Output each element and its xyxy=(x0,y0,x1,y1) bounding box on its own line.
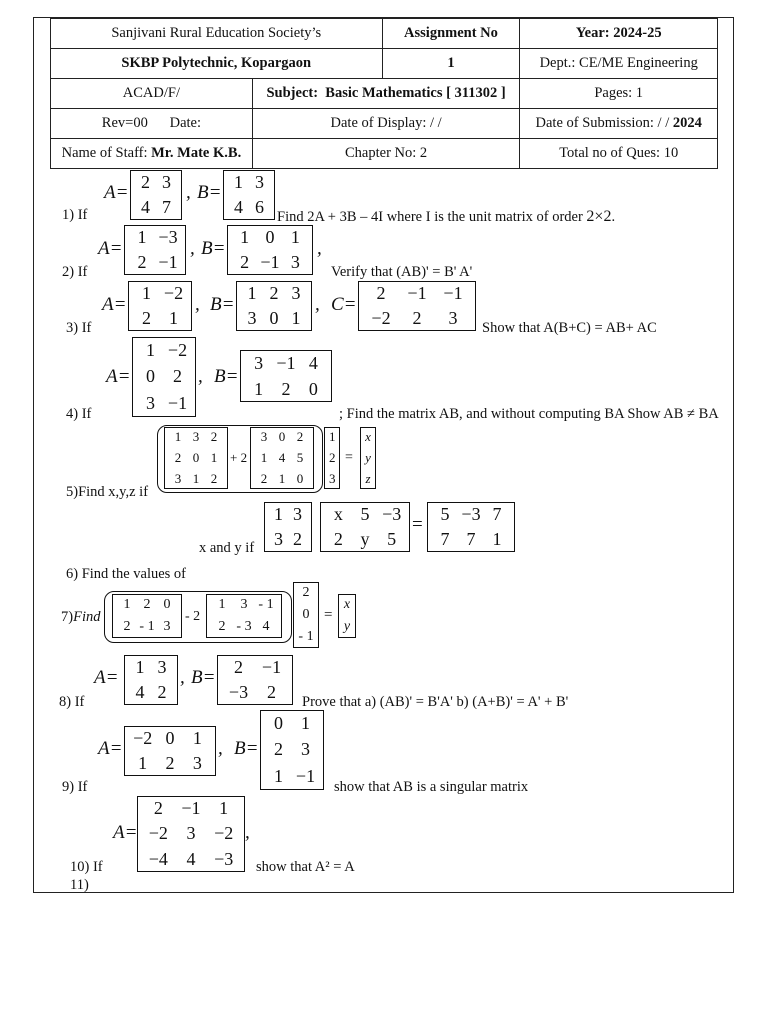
q3-comma-2: , xyxy=(315,294,320,315)
q7-result xyxy=(338,594,356,638)
matrix-cell: 1 xyxy=(290,227,300,247)
matrix-cell: 2 xyxy=(260,470,268,486)
matrix-cell: 5 xyxy=(387,529,397,549)
q5-matrix-2 xyxy=(250,427,314,489)
q3-b-label: B= xyxy=(210,294,235,315)
q7-matrix-2 xyxy=(206,594,282,638)
matrix-cell: 3 xyxy=(192,429,200,445)
matrix-cell: 0 xyxy=(163,597,171,612)
matrix-cell: 1 xyxy=(138,753,148,773)
matrix-cell: 2 xyxy=(165,753,175,773)
matrix-cell: −3 xyxy=(382,504,402,524)
q2-text: Verify that (AB)' = B' A' xyxy=(331,264,473,280)
q2-b-label: B= xyxy=(201,238,226,259)
q5-plus-two: + 2 xyxy=(230,450,248,465)
matrix-cell: 1 xyxy=(135,657,145,677)
matrix-cell: 3 xyxy=(329,470,336,486)
matrix-cell: 1 xyxy=(192,728,202,748)
matrix-cell: 7 xyxy=(466,529,476,549)
matrix-cell: 1 xyxy=(218,597,226,612)
matrix-cell: 4 xyxy=(186,848,196,869)
matrix-cell: 1 xyxy=(278,470,286,486)
q10-number: 10) If xyxy=(70,859,103,875)
matrix-cell: 2 xyxy=(281,378,291,399)
q5-result xyxy=(360,427,376,489)
q1-text: Find 2A + 3B – 4I where I is the unit matrix of order 2×2. xyxy=(277,208,616,225)
matrix-cell: −1 xyxy=(443,283,463,303)
matrix-cell: −1 xyxy=(407,283,427,303)
matrix-cell: 3 xyxy=(192,753,202,773)
year: Year: 2024-25 xyxy=(520,19,718,49)
q5-vector xyxy=(324,427,340,489)
q10-matrix-a xyxy=(137,796,245,872)
matrix-cell: 1 xyxy=(492,529,502,549)
q3-a-label: A= xyxy=(102,294,127,315)
q9-number: 9) If xyxy=(62,779,88,795)
q1-matrix-b xyxy=(223,170,275,220)
matrix-cell: 4 xyxy=(234,197,243,217)
matrix-cell: 4 xyxy=(278,449,286,465)
q3-number: 3) If xyxy=(66,320,92,336)
matrix-cell: 2 xyxy=(333,529,343,549)
total-questions: Total no of Ques: 10 xyxy=(520,139,718,169)
matrix-cell: 1 xyxy=(301,712,310,733)
q3-text: Show that A(B+C) = AB+ AC xyxy=(482,320,657,336)
matrix-cell: 2 xyxy=(302,585,310,600)
matrix-cell: 3 xyxy=(174,470,182,486)
matrix-cell: 2 xyxy=(137,252,147,272)
matrix-cell: 0 xyxy=(296,470,304,486)
matrix-cell: 2 xyxy=(173,366,182,387)
matrix-cell: −1 xyxy=(261,657,282,677)
matrix-cell: 2 xyxy=(123,619,131,634)
q8-a-label: A= xyxy=(94,667,119,688)
q5-number: 5)Find x,y,z if xyxy=(66,484,149,500)
q1-comma: , xyxy=(186,182,191,203)
matrix-cell: 0 xyxy=(308,378,318,399)
q1-matrix-a xyxy=(130,170,182,220)
q2-matrix-b xyxy=(227,225,313,275)
q1-number: 1) If xyxy=(62,207,88,223)
matrix-cell: 3 xyxy=(247,308,257,328)
matrix-cell: 0 xyxy=(265,227,275,247)
matrix-cell: 2 xyxy=(296,429,304,445)
matrix-cell: −3 xyxy=(461,504,481,524)
q5-equals: = xyxy=(345,450,353,465)
matrix-cell: 2 xyxy=(329,449,336,465)
q6-result xyxy=(427,502,515,552)
matrix-cell: 1 xyxy=(137,227,147,247)
q11-number: 11) xyxy=(70,877,89,893)
acad-code: ACAD/F/ xyxy=(51,79,253,109)
q3-c-label: C= xyxy=(331,294,357,315)
q4-comma: , xyxy=(198,366,203,387)
matrix-cell: 2 xyxy=(234,657,243,677)
department: Dept.: CE/ME Engineering xyxy=(520,49,718,79)
matrix-cell: 1 xyxy=(146,339,155,360)
q9-a-label: A= xyxy=(98,738,123,759)
matrix-cell: 3 xyxy=(291,283,301,303)
matrix-cell: 0 xyxy=(274,712,283,733)
matrix-cell: 2 xyxy=(269,283,279,303)
matrix-cell: 0 xyxy=(269,308,279,328)
matrix-cell: 1 xyxy=(192,470,200,486)
q2-comma-2: , xyxy=(317,238,322,259)
q3-comma: , xyxy=(195,294,200,315)
q9-b-label: B= xyxy=(234,738,259,759)
matrix-cell: −2 xyxy=(163,283,184,303)
q6-equals: = xyxy=(412,514,423,535)
q7-number: 7)Find xyxy=(61,609,101,625)
matrix-cell: - 1 xyxy=(139,619,155,634)
assignment-label: Assignment No xyxy=(382,19,520,49)
matrix-cell: −1 xyxy=(295,766,316,787)
matrix-cell: 3 xyxy=(163,619,171,634)
matrix-cell: 1 xyxy=(234,172,243,192)
q2-matrix-a xyxy=(124,225,186,275)
matrix-cell: −3 xyxy=(158,227,178,247)
q8-b-label: B= xyxy=(191,667,216,688)
revision: Rev=00 Date: xyxy=(51,109,253,139)
matrix-cell: 0 xyxy=(146,366,155,387)
matrix-cell: 3 xyxy=(254,352,264,373)
matrix-cell: 2 xyxy=(293,529,302,549)
matrix-cell: y xyxy=(365,449,371,465)
q1-a-label: A= xyxy=(104,182,129,203)
matrix-cell: z xyxy=(365,470,371,486)
matrix-cell: 0 xyxy=(192,449,200,465)
q4-matrix-b xyxy=(240,350,332,402)
matrix-cell: 1 xyxy=(291,308,301,328)
matrix-cell: −3 xyxy=(214,848,234,869)
q9-matrix-a xyxy=(124,726,216,776)
matrix-cell: −1 xyxy=(181,798,201,819)
matrix-cell: 1 xyxy=(274,504,283,524)
matrix-cell: 2 xyxy=(157,682,167,702)
society-name: Sanjivani Rural Education Society’s xyxy=(51,19,383,49)
matrix-cell: 5 xyxy=(360,504,370,524)
matrix-cell: 2 xyxy=(240,252,250,272)
matrix-cell: 1 xyxy=(254,378,264,399)
q4-text: ; Find the matrix AB, and without computing BA Show AB ≠ BA xyxy=(339,406,719,422)
q9-comma: , xyxy=(218,738,223,759)
q5-matrix-1 xyxy=(164,427,228,489)
pages: Pages: 1 xyxy=(520,79,718,109)
q10-comma: , xyxy=(245,822,250,843)
q8-matrix-b xyxy=(217,655,293,705)
q9-text: show that AB is a singular matrix xyxy=(334,779,529,795)
q6-matrix-2 xyxy=(320,502,410,552)
matrix-cell: −4 xyxy=(148,848,168,869)
q4-b-label: B= xyxy=(214,366,239,387)
matrix-cell: 2 xyxy=(143,597,151,612)
matrix-cell: 1 xyxy=(169,308,178,328)
q7-matrix-1 xyxy=(112,594,182,638)
matrix-cell: −1 xyxy=(260,252,280,272)
matrix-cell: 6 xyxy=(255,197,264,217)
matrix-cell: 3 xyxy=(290,252,300,272)
matrix-cell: 0 xyxy=(165,728,175,748)
matrix-cell: −2 xyxy=(167,339,188,360)
q1-b-label: B= xyxy=(197,182,222,203)
matrix-cell: 1 xyxy=(210,449,218,465)
q4-a-label: A= xyxy=(106,366,131,387)
matrix-cell: 3 xyxy=(240,597,248,612)
q7-equals: = xyxy=(324,607,333,623)
matrix-cell: x xyxy=(365,429,371,445)
matrix-cell: 3 xyxy=(301,739,310,760)
matrix-cell: −2 xyxy=(133,728,153,748)
matrix-cell: 3 xyxy=(186,823,196,844)
matrix-cell: 3 xyxy=(255,172,264,192)
institute-name: SKBP Polytechnic, Kopargaon xyxy=(51,49,383,79)
matrix-cell: 2 xyxy=(210,470,218,486)
matrix-cell: - 3 xyxy=(236,619,252,634)
q2-number: 2) If xyxy=(62,264,88,280)
matrix-cell: 2 xyxy=(142,308,151,328)
matrix-cell: 1 xyxy=(329,429,336,445)
matrix-cell: 2 xyxy=(210,429,218,445)
matrix-cell: 5 xyxy=(440,504,450,524)
q7-minus-two: - 2 xyxy=(185,609,201,624)
q6-number: 6) Find the values of xyxy=(66,566,187,582)
matrix-cell: 2 xyxy=(267,682,276,702)
matrix-cell: 2 xyxy=(274,739,283,760)
q6-lead-text: x and y if xyxy=(199,540,255,556)
matrix-cell: 2 xyxy=(174,449,182,465)
header-table xyxy=(50,18,718,169)
matrix-cell: 3 xyxy=(274,529,283,549)
matrix-cell: 0 xyxy=(278,429,286,445)
q8-comma: , xyxy=(180,667,185,688)
matrix-cell: - 1 xyxy=(258,597,274,612)
subject: Subject: Basic Mathematics [ 311302 ] xyxy=(252,79,520,109)
matrix-cell: 0 xyxy=(302,607,310,622)
q2-a-label: A= xyxy=(98,238,123,259)
matrix-cell: 3 xyxy=(293,504,302,524)
matrix-cell: 4 xyxy=(262,619,270,634)
matrix-cell: x xyxy=(333,504,343,524)
q8-text: Prove that a) (AB)' = B'A' b) (A+B)' = A' + B' xyxy=(302,694,569,710)
chapter-number: Chapter No: 2 xyxy=(252,139,520,169)
matrix-cell: −1 xyxy=(167,393,188,414)
matrix-cell: 5 xyxy=(296,449,304,465)
q7-vector xyxy=(293,582,319,648)
q10-text: show that A² = A xyxy=(256,859,355,875)
matrix-cell: - 1 xyxy=(298,629,314,644)
matrix-cell: 1 xyxy=(219,798,229,819)
matrix-cell: 1 xyxy=(240,227,250,247)
matrix-cell: −1 xyxy=(158,252,178,272)
matrix-cell: 2 xyxy=(412,308,422,328)
matrix-cell: −2 xyxy=(148,823,168,844)
matrix-cell: −2 xyxy=(214,823,234,844)
q3-matrix-b xyxy=(236,281,312,331)
matrix-cell: 3 xyxy=(448,308,458,328)
matrix-cell: −1 xyxy=(276,352,296,373)
matrix-cell: 2 xyxy=(141,172,150,192)
matrix-cell: 3 xyxy=(260,429,268,445)
q8-number: 8) If xyxy=(59,694,85,710)
matrix-cell: −2 xyxy=(371,308,391,328)
q4-matrix-a xyxy=(132,337,196,417)
q3-matrix-c xyxy=(358,281,476,331)
q8-matrix-a xyxy=(124,655,178,705)
date-of-display: Date of Display: / / xyxy=(252,109,520,139)
matrix-cell: 2 xyxy=(218,619,226,634)
date-of-submission: Date of Submission: / / 2024 xyxy=(520,109,718,139)
matrix-cell: 4 xyxy=(141,197,150,217)
matrix-cell: 3 xyxy=(157,657,167,677)
matrix-cell: 1 xyxy=(142,283,151,303)
matrix-cell: 3 xyxy=(162,172,171,192)
matrix-cell: 2 xyxy=(376,283,386,303)
q3-matrix-a xyxy=(128,281,192,331)
q10-a-label: A= xyxy=(113,822,138,843)
assignment-number: 1 xyxy=(382,49,520,79)
matrix-cell: 1 xyxy=(123,597,131,612)
matrix-cell: 3 xyxy=(146,393,155,414)
matrix-cell: 4 xyxy=(135,682,145,702)
matrix-cell: 1 xyxy=(260,449,268,465)
matrix-cell: 1 xyxy=(247,283,257,303)
matrix-cell: 7 xyxy=(162,197,171,217)
matrix-cell: 1 xyxy=(174,429,182,445)
matrix-cell: −3 xyxy=(228,682,249,702)
q4-number: 4) If xyxy=(66,406,92,422)
matrix-cell: 7 xyxy=(440,529,450,549)
staff-name: Name of Staff: Mr. Mate K.B. xyxy=(51,139,253,169)
matrix-cell: x xyxy=(343,597,351,612)
matrix-cell: 7 xyxy=(492,504,502,524)
matrix-cell: 2 xyxy=(153,798,163,819)
q2-comma: , xyxy=(190,238,195,259)
matrix-cell: 4 xyxy=(308,352,318,373)
q9-matrix-b xyxy=(260,710,324,790)
matrix-cell: y xyxy=(343,619,351,634)
q6-matrix-1 xyxy=(264,502,312,552)
matrix-cell: y xyxy=(360,529,370,549)
matrix-cell: 1 xyxy=(274,766,283,787)
